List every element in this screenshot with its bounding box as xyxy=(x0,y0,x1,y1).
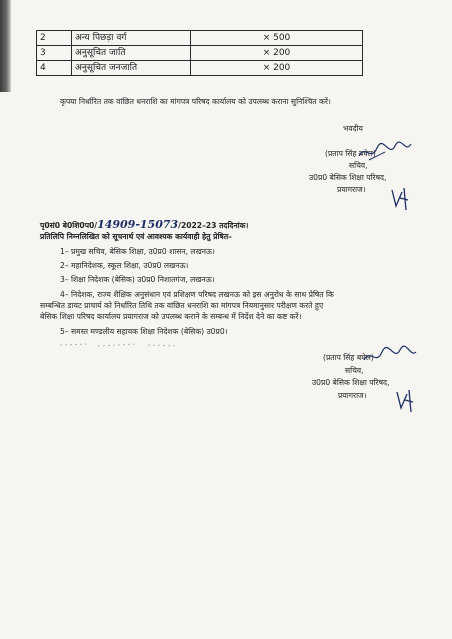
table-row xyxy=(37,61,363,76)
row-amount: × 200 xyxy=(191,61,363,76)
signatory-title: सचिव, xyxy=(349,161,368,170)
copy-item: 3– शिक्षा निदेशक (बेसिक) उ0प्र0 निशातगंज, लखनऊ। xyxy=(60,275,215,284)
signatory-name: (प्रताप सिंह बघेल) xyxy=(325,149,376,158)
copy-item-4-line2: सम्बन्धित डायट प्राचार्य को निर्धारित तिथि तक वांछित धनराशि का मांगपत्र नियमानुसार परीक्षण करते हुए xyxy=(40,301,324,310)
fee-table xyxy=(36,30,363,76)
signatory-office: उ0प्र0 बेसिक शिक्षा परिषद, xyxy=(312,378,390,387)
row-category: अनुसूचित जनजाति xyxy=(72,61,191,76)
row-amount: × 500 xyxy=(191,31,363,46)
signature-mark-1 xyxy=(355,140,415,164)
initials-mark-2 xyxy=(393,388,417,414)
reference-prefix: पृ0सं0 बे0शि0प0/ xyxy=(40,221,98,230)
signatory-name: (प्रताप सिंह बघेल) xyxy=(323,353,374,362)
signatory-city: प्रयागराज। xyxy=(337,185,366,194)
copy-item-4-line1: 4– निदेशक, राज्य शैक्षिक अनुसंधान एवं प्रशिक्षण परिषद लखनऊ को इस अनुरोध के साथ प्रेषित कि xyxy=(60,290,334,299)
reference-suffix: /2022–23 तददिनांक। xyxy=(178,221,249,230)
row-number: 4 xyxy=(37,61,72,76)
row-number: 3 xyxy=(37,46,72,61)
row-amount: × 200 xyxy=(191,46,363,61)
scan-edge-shadow xyxy=(0,0,11,92)
signature-mark-2 xyxy=(360,344,420,368)
signatory-office: उ0प्र0 बेसिक शिक्षा परिषद, xyxy=(309,173,387,182)
row-category: अन्य पिछड़ा वर्ग xyxy=(72,31,191,46)
faint-stamp-mark xyxy=(58,340,208,350)
reference-number-handwritten: 14909-15073 xyxy=(97,218,179,231)
signatory-city: प्रयागराज। xyxy=(338,391,367,400)
closing-salutation: भवदीय xyxy=(343,124,363,133)
copy-item: 5– समस्त मण्डलीय सहायक शिक्षा निदेशक (बेसिक) उ0प्र0। xyxy=(60,327,228,336)
row-category: अनुसूचित जाति xyxy=(72,46,191,61)
initials-mark-1 xyxy=(388,186,412,212)
copy-item: 2– महानिदेशक, स्कूल शिक्षा, उ0प्र0 लखनऊ। xyxy=(60,261,189,270)
reference-line xyxy=(40,220,248,231)
copy-item-4-line3: बेसिक शिक्षा परिषद कार्यालय प्रयागराज को उपलब्ध कराने के सम्बन्ध में निर्देश देने का कष्ट करें। xyxy=(40,312,302,321)
table-row xyxy=(37,46,363,61)
table-row xyxy=(37,31,363,46)
row-number: 2 xyxy=(37,31,72,46)
request-line: कृपया निर्धारित तक वांछित धनराशि का मांगपत्र परिषद कार्यालय को उपलब्ध कराना सुनिश्चित करें। xyxy=(60,97,331,106)
copy-item: 1– प्रमुख सचिव, बेसिक शिक्षा, उ0प्र0 शासन, लखनऊ। xyxy=(60,247,215,256)
signatory-title: सचिव, xyxy=(345,366,364,375)
copy-heading: प्रतिलिपि निम्नलिखित को सूचनार्थ एवं आवश्यक कार्यवाही हेतु प्रेषित– xyxy=(40,232,232,241)
